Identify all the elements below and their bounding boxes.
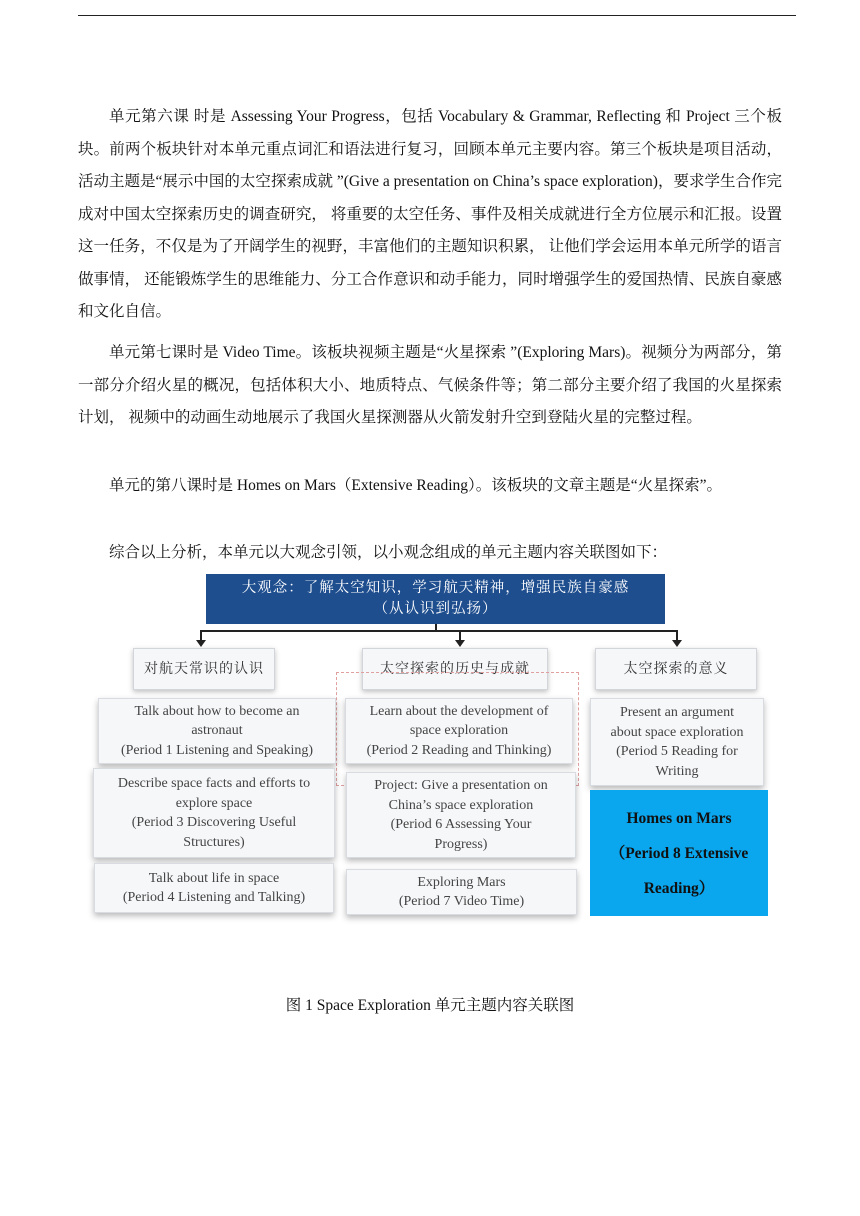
connector-left <box>200 630 202 640</box>
box-line: （Period 8 Extensive <box>609 844 749 862</box>
box-line: space exploration <box>409 723 509 739</box>
paragraph-summary: 综合以上分析，本单元以大观念引领，以小观念组成的单元主题内容关联图如下： <box>109 544 668 561</box>
box-line: Project: Give a presentation on <box>374 778 548 793</box>
arrow-right-icon <box>672 640 682 647</box>
arrow-middle-icon <box>455 640 465 647</box>
box-line: Progress) <box>434 836 488 852</box>
box-line: (Period 3 Discovering Useful <box>131 815 297 830</box>
figure-caption: 图 1 Space Exploration 单元主题内容关联图 <box>285 997 575 1014</box>
big-idea-line1: 大观念：了解太空知识，学习航天精神，增强民族自豪感 <box>241 580 630 596</box>
box-line: Present an argument <box>619 705 735 720</box>
box-line: astronaut <box>191 723 243 739</box>
box-line: Structures) <box>183 834 245 850</box>
box-line: (Period 4 Listening and Talking) <box>122 890 306 905</box>
big-idea-banner <box>206 574 665 624</box>
connector-right <box>676 630 678 640</box>
category-middle: 太空探索的历史与成就 <box>362 648 548 690</box>
box-line: (Period 7 Video Time) <box>398 894 525 909</box>
header-rule <box>78 15 796 16</box>
big-idea-line2: （从认识到弘扬） <box>373 601 498 617</box>
unit-content-diagram <box>90 572 780 922</box>
category-right: 太空探索的意义 <box>595 648 757 690</box>
box-line: Reading） <box>643 879 715 897</box>
box-line: Homes on Mars <box>626 809 732 827</box>
paragraph-period8: 单元的第八课时是 Homes on Mars（Extensive Reading）。该板块的文章主题是“火星探索”。 <box>109 477 723 494</box>
box-line: (Period 2 Reading and Thinking) <box>366 742 552 758</box>
box-line: (Period 1 Listening and Speaking) <box>120 742 314 758</box>
box-line: (Period 5 Reading for <box>616 744 738 759</box>
box-line: Exploring Mars <box>417 874 506 890</box>
box-line: Describe space facts and efforts to <box>117 776 311 791</box>
box-line: Talk about life in space <box>148 870 280 886</box>
middle-box-period6 <box>346 772 576 858</box>
paragraph-period6: 单元第六课 时是 Assessing Your Progress，包括 Vocabulary & Grammar, Reflecting 和 Project 三个板块。前两个板块针对本单元重点词汇和语法进行复习，回顾本单元主要内容。第三个板块是项目活动， 活动主题是“展示中国的太空探索成就 ”(Give a presentation on China’s space exploration)，要求学生合作完成对中国太空探索历史的调查研究， 将重要的太空任务、事件及相关成就进行全方位展示和汇报。设置这一任务，不仅是为了开阔学生的视野，丰富他们的主题知识积累， 让他们学会运用本单元所学的语言做事情， 还能锻炼学生的思维能力、分工合作意识和动手能力，同时增强学生的爱国热情、民族自豪感和文化自信。 <box>78 108 782 320</box>
box-line: China’s space exploration <box>388 797 534 813</box>
right-box-period5 <box>590 698 764 786</box>
connector-middle <box>459 630 461 640</box>
box-line: about space exploration <box>610 724 744 740</box>
box-line: (Period 6 Assessing Your <box>390 817 532 832</box>
connector-horizontal <box>200 630 677 632</box>
box-line: Learn about the development of <box>369 703 549 719</box>
arrow-left-icon <box>196 640 206 647</box>
middle-box-period2 <box>345 698 573 764</box>
middle-box-period7 <box>346 869 577 915</box>
box-line: explore space <box>175 795 253 811</box>
highlight-box-period8 <box>590 790 768 916</box>
box-line: Talk about how to become an <box>134 703 300 719</box>
left-box-period4 <box>94 863 334 913</box>
paragraph-period7: 单元第七课时是 Video Time。该板块视频主题是“火星探索 ”(Exploring Mars)。视频分为两部分，第一部分介绍火星的概况，包括体积大小、地质特点、气候条件等；第二部分主要介绍了我国的火星探索计划， 视频中的动画生动地展示了我国火星探测器从火箭发射升空到登陆火星的完整过程。 <box>78 344 782 426</box>
left-box-period3 <box>93 768 335 858</box>
box-line: Writing <box>655 763 699 779</box>
left-box-period1 <box>98 698 336 764</box>
category-left: 对航天常识的认识 <box>133 648 275 690</box>
